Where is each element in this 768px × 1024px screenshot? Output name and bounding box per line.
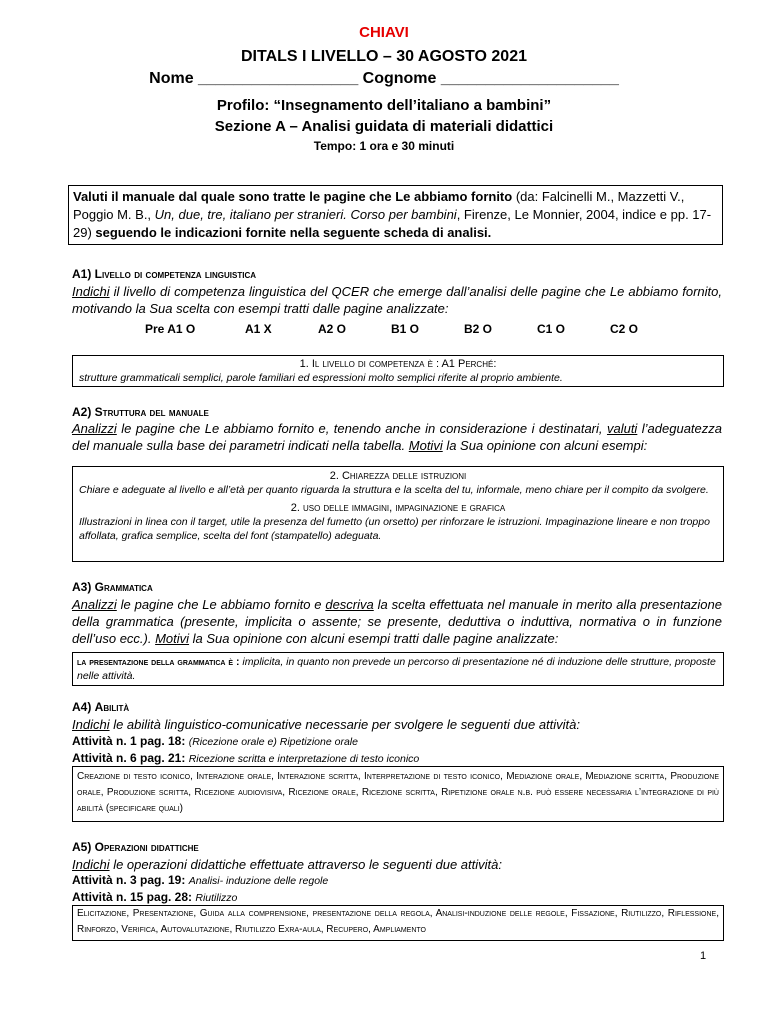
a3-answer-box [72, 652, 724, 686]
a3-heading [72, 580, 153, 594]
a5-title: Operazioni didattiche [94, 840, 199, 854]
a2-instr-verb-2: valuti [606, 421, 638, 436]
a2-num: A2) [72, 405, 95, 419]
a2-heading [72, 405, 209, 419]
a5-activity-1 [72, 873, 328, 887]
chiavi-label: CHIAVI [359, 24, 409, 41]
a5-num: A5) [72, 840, 95, 854]
level-c1: C1 O [537, 322, 566, 336]
a4-instr-text: le abilità linguistico-comunicative necessarie per svolgere le seguenti due attività: [109, 717, 580, 732]
a1-num: A1) [72, 267, 95, 281]
a5-instructions [72, 856, 722, 873]
a5-act1-value: Analisi- induzione delle regole [188, 875, 329, 887]
a5-act2-value: Riutilizzo [195, 892, 238, 904]
a3-instr-verb-2: descriva [325, 597, 374, 612]
a1-answer-box [72, 355, 724, 387]
a4-num: A4) [72, 700, 95, 714]
a5-instr-verb: Indichi [72, 857, 110, 872]
a3-title: Grammatica [94, 580, 153, 594]
a1-box-title: 1. Il livello di competenza è : A1 Perché: [299, 358, 497, 370]
level-a1: A1 X [245, 322, 272, 336]
intro-book-title: Un, due, tre, italiano per stranieri. Corso per bambini [154, 207, 457, 222]
a1-instructions [72, 283, 722, 317]
a5-act1-label: Attività n. 3 pag. 19: [72, 873, 189, 887]
a3-box-text: implicita, in quanto non prevede un percorso di presentazione né di induzione delle strutture, proposte nelle attività. [77, 656, 716, 682]
a4-instructions [72, 716, 722, 733]
a5-operations-box: Elicitazione, Presentazione, Guida alla comprensione, presentazione della regola, Analisi-induzione delle regole, Fissazione, Riutilizzo, Riflessione, Rinforzo, Verifica, Autovalutazione, Riutilizzo Exra-aula, Recupero, Ampliamento [72, 905, 724, 941]
a5-act2-label: Attività n. 15 pag. 28: [72, 890, 196, 904]
level-pre-a1: Pre A1 O [145, 322, 196, 336]
a2-instr-verb-3: Motivi [408, 438, 443, 453]
a4-heading [72, 700, 129, 714]
a2-box2-title: 2. uso delle immagini, impaginazione e grafica [290, 502, 506, 514]
a2-box2-text: Illustrazioni in linea con il target, utile la presenza del fumetto (un orsetto) per rinforzare le istruzioni. Impaginazione lineare e non troppo affollata, grafica semplice, scelta del font (stampatello) adeguata. [79, 516, 710, 542]
a4-title: Abilità [94, 700, 130, 714]
a3-instr-text-3: la Sua opinione con alcuni esempi tratti dalle pagine analizzate: [189, 631, 559, 646]
a5-activity-2 [72, 890, 237, 904]
a2-box1-title: 2. Chiarezza delle istruzioni [329, 470, 467, 482]
level-a2: A2 O [318, 322, 347, 336]
intro-bold-2: seguendo le indicazioni fornite nella seguente scheda di analisi. [95, 225, 492, 240]
a3-instr-text-2: la scelta effettuata nel manuale in merito alla presentazione della grammatica (presente, implicita o assente; se presente, deduttiva o induttiva, normativa o in funzione dell’uso ecc.). [72, 597, 722, 646]
time-label: Tempo: 1 ora e 30 minuti [313, 139, 455, 153]
a5-instr-text: le operazioni didattiche effettuate attraverso le seguenti due attività: [109, 857, 502, 872]
a2-instr-text-3: la Sua opinione con alcuni esempi: [442, 438, 648, 453]
a4-act1-label: Attività n. 1 pag. 18: [72, 734, 189, 748]
a2-instr-text-2: l’adeguatezza del manuale sulla base dei parametri indicati nella tabella. [72, 421, 723, 453]
intro-ref-2: , Firenze, Le Monnier, 2004, indice e pp. 17-29) [73, 207, 712, 240]
a1-box-text: strutture grammaticali semplici, parole familiari ed espressioni molto semplici riferite al proprio ambiente. [79, 372, 563, 384]
a2-answer-box [72, 466, 724, 562]
name-surname-line: Nome __________________ Cognome ____________________ [149, 70, 619, 87]
a2-instructions [72, 420, 722, 454]
a4-activity-1 [72, 734, 358, 748]
a2-instr-verb-1: Analizzi [72, 421, 117, 436]
a2-box1-text: Chiare e adeguate al livello e all’età per quanto riguarda la struttura e la scelta del tu, informale, meno chiare per il compito da svolgere. [79, 484, 709, 496]
intro-box [68, 185, 723, 245]
level-b2: B2 O [464, 322, 493, 336]
intro-ref-1: (da: Falcinelli M., Mazzetti V., Poggio M. B., [73, 189, 685, 222]
a4-act2-value: Ricezione scritta e interpretazione di testo iconico [188, 753, 420, 765]
a4-instr-verb: Indichi [72, 717, 110, 732]
section-title: Sezione A – Analisi guidata di materiali didattici [214, 118, 554, 135]
a3-instructions [72, 596, 722, 647]
a4-act1-value: (Ricezione orale e) Ripetizione orale [188, 736, 358, 748]
a1-instr-verb: Indichi [72, 284, 110, 299]
a2-instr-text-1: le pagine che Le abbiamo fornito e, tenendo anche in considerazione i destinatari, [116, 421, 607, 436]
a3-box-label: la presentazione della grammatica è : [77, 656, 243, 668]
level-b1: B1 O [391, 322, 420, 336]
intro-bold-1: Valuti il manuale dal quale sono tratte le pagine che Le abbiamo fornito [73, 189, 513, 204]
a1-title: Livello di competenza linguistica [94, 267, 257, 281]
a3-instr-verb-1: Analizzi [72, 597, 117, 612]
a3-num: A3) [72, 580, 95, 594]
a1-heading [72, 267, 256, 281]
level-c2: C2 O [610, 322, 639, 336]
a4-abilities-box: Creazione di testo iconico, Interazione orale, Interazione scritta, Interpretazione di testo iconico, Mediazione orale, Mediazione scritta, Produzione orale, Produzione scritta, Ricezione audiovisiva, Ricezione orale, Ricezione scritta, Ripetizione orale n.b. può essere necessaria l’integrazione di più abilità (specificare quali) [72, 766, 724, 822]
a3-instr-verb-3: Motivi [155, 631, 190, 646]
profile-title: Profilo: “Insegnamento dell’italiano a bambini” [216, 97, 552, 114]
a3-instr-text-1: le pagine che Le abbiamo fornito e [116, 597, 326, 612]
a4-activity-2 [72, 751, 419, 765]
a5-heading [72, 840, 199, 854]
a2-title: Struttura del manuale [94, 405, 209, 419]
exam-title: DITALS I LIVELLO – 30 AGOSTO 2021 [241, 48, 527, 65]
a4-act2-label: Attività n. 6 pag. 21: [72, 751, 189, 765]
page-number: 1 [700, 950, 707, 962]
a1-instr-text: il livello di competenza linguistica del QCER che emerge dall’analisi delle pagine che Le abbiamo fornito, motivando la Sua scelta con esempi tratti dalle pagine analizzate: [72, 284, 722, 316]
